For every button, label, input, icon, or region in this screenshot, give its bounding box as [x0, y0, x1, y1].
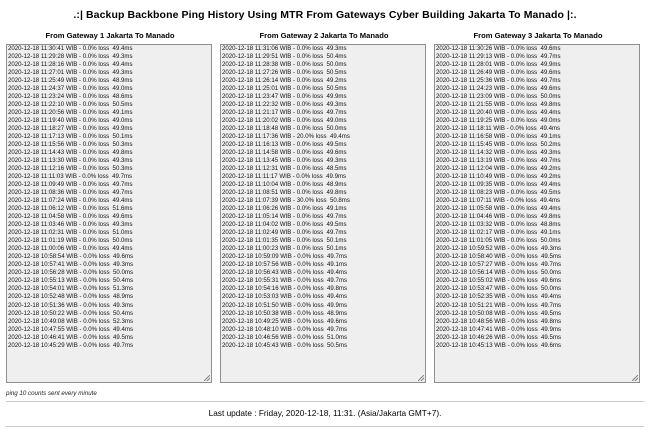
- log-entry: 2020-12-18 10:58:54 WIB - 0.0% loss 49.6ms: [8, 253, 133, 261]
- log-entry: 2020-12-18 10:53:03 WIB - 0.0% loss 49.4ms: [222, 293, 347, 301]
- log-entry: 2020-12-18 11:15:56 WIB - 0.0% loss 50.3ms: [8, 141, 133, 149]
- log-entry: 2020-12-18 11:14:58 WIB - 0.0% loss 49.6ms: [222, 149, 347, 157]
- last-update: Last update : Friday, 2020-12-18, 11:31. (Asia/Jakarta GMT+7).: [208, 408, 442, 418]
- log-entry: 2020-12-18 11:06:26 WIB - 0.0% loss 49.1ms: [222, 205, 347, 213]
- gateway-1-title: From Gateway 1 Jakarta To Manado: [45, 31, 175, 40]
- log-entry: 2020-12-18 11:02:17 WIB - 0.0% loss 49.1ms: [436, 229, 561, 237]
- log-entry: 2020-12-18 11:13:45 WIB - 0.0% loss 49.3ms: [222, 157, 347, 165]
- log-entry: 2020-12-18 11:13:19 WIB - 0.0% loss 49.7ms: [436, 157, 561, 165]
- log-entry: 2020-12-18 11:15:45 WIB - 0.0% loss 50.2ms: [436, 141, 561, 149]
- log-entry: 2020-12-18 10:55:13 WIB - 0.0% loss 50.4ms: [8, 277, 133, 285]
- log-entry: 2020-12-18 11:04:46 WIB - 0.0% loss 49.8ms: [436, 213, 561, 221]
- log-entry: 2020-12-18 10:49:25 WIB - 0.0% loss 49.6ms: [222, 317, 347, 325]
- log-entry: 2020-12-18 10:46:41 WIB - 0.0% loss 49.5ms: [8, 333, 133, 341]
- log-entry: 2020-12-18 11:31:06 WIB - 0.0% loss 49.3ms: [222, 45, 347, 52]
- log-entry: 2020-12-18 10:48:56 WIB - 0.0% loss 49.8ms: [436, 317, 561, 325]
- log-entry: 2020-12-18 11:22:10 WIB - 0.0% loss 50.5ms: [8, 101, 133, 109]
- log-entry: 2020-12-18 11:10:04 WIB - 0.0% loss 48.9ms: [222, 181, 347, 189]
- log-entry: 2020-12-18 10:57:41 WIB - 0.0% loss 49.3ms: [8, 261, 133, 269]
- log-entry: 2020-12-18 10:46:26 WIB - 0.0% loss 49.5ms: [436, 333, 561, 341]
- log-entry: 2020-12-18 11:27:26 WIB - 0.0% loss 50.5ms: [222, 69, 347, 77]
- page-title: .:| Backup Backbone Ping History Using MTR From Gateways Cyber Building Jakarta To Manado |:.: [73, 9, 577, 21]
- log-entry: 2020-12-18 11:11:03 WIB - 0.0% loss 49.7ms: [8, 173, 133, 181]
- log-entry: 2020-12-18 11:03:32 WIB - 0.0% loss 48.8ms: [436, 221, 561, 229]
- log-entry: 2020-12-18 10:45:43 WIB - 0.0% loss 50.5ms: [222, 341, 347, 349]
- log-entry: 2020-12-18 11:11:17 WIB - 0.0% loss 49.9ms: [222, 173, 347, 181]
- log-entry: 2020-12-18 11:25:49 WIB - 0.0% loss 48.9ms: [8, 77, 133, 85]
- log-entry: 2020-12-18 10:56:43 WIB - 0.0% loss 49.4ms: [222, 269, 347, 277]
- log-entry: 2020-12-18 11:08:23 WIB - 0.0% loss 49.5ms: [436, 189, 561, 197]
- log-entry: 2020-12-18 10:53:47 WIB - 0.0% loss 50.0ms: [436, 285, 561, 293]
- log-entry: 2020-12-18 10:52:48 WIB - 0.0% loss 48.9ms: [8, 293, 133, 301]
- gateway-3-title: From Gateway 3 Jakarta To Manado: [473, 31, 603, 40]
- log-entry: 2020-12-18 10:54:01 WIB - 0.0% loss 51.3ms: [8, 285, 133, 293]
- gateway-2-log-textarea[interactable]: [220, 44, 426, 383]
- log-entry: 2020-12-18 10:56:14 WIB - 0.0% loss 50.0ms: [436, 269, 561, 277]
- log-entry: 2020-12-18 10:55:02 WIB - 0.0% loss 49.6ms: [436, 277, 561, 285]
- log-entry: 2020-12-18 11:25:01 WIB - 0.0% loss 50.5ms: [222, 85, 347, 93]
- log-entry: 2020-12-18 11:23:09 WIB - 0.0% loss 50.0ms: [436, 93, 561, 101]
- log-entry: 2020-12-18 10:57:56 WIB - 0.0% loss 49.1ms: [222, 261, 347, 269]
- log-entry: 2020-12-18 11:17:13 WIB - 0.0% loss 50.1ms: [8, 133, 133, 141]
- log-entry: 2020-12-18 10:55:31 WIB - 0.0% loss 49.7ms: [222, 277, 347, 285]
- log-entry: 2020-12-18 11:20:56 WIB - 0.0% loss 49.1ms: [8, 109, 133, 117]
- divider: [6, 401, 644, 402]
- log-entry: 2020-12-18 11:09:49 WIB - 0.0% loss 49.7ms: [8, 181, 133, 189]
- log-entry: 2020-12-18 10:56:28 WIB - 0.0% loss 50.0ms: [8, 269, 133, 277]
- log-entry: 2020-12-18 11:18:11 WIB - 0.0% loss 49.4ms: [436, 125, 561, 133]
- log-entry: 2020-12-18 10:59:09 WIB - 0.0% loss 49.7ms: [222, 253, 347, 261]
- log-entry: 2020-12-18 10:59:52 WIB - 0.0% loss 49.3ms: [436, 245, 561, 253]
- log-entry: 2020-12-18 11:19:25 WIB - 0.0% loss 49.0ms: [436, 117, 561, 125]
- log-entry: 2020-12-18 11:21:17 WIB - 0.0% loss 49.7ms: [222, 109, 347, 117]
- log-entry: 2020-12-18 11:22:32 WIB - 0.0% loss 49.3ms: [222, 101, 347, 109]
- log-entry: 2020-12-18 11:24:37 WIB - 0.0% loss 49.0ms: [8, 85, 133, 93]
- log-entry: 2020-12-18 11:06:12 WIB - 0.0% loss 51.6ms: [8, 205, 133, 213]
- log-entry: 2020-12-18 11:01:05 WIB - 0.0% loss 50.0ms: [436, 237, 561, 245]
- log-entry: 2020-12-18 10:51:50 WIB - 0.0% loss 49.9ms: [222, 301, 347, 309]
- log-entry: 2020-12-18 10:50:22 WIB - 0.0% loss 50.4ms: [8, 309, 133, 317]
- log-entry: 2020-12-18 11:08:36 WIB - 0.0% loss 49.7ms: [8, 189, 133, 197]
- log-entry: 2020-12-18 11:12:04 WIB - 0.0% loss 49.2ms: [436, 165, 561, 173]
- log-entry: 2020-12-18 10:51:21 WIB - 0.0% loss 49.7ms: [436, 301, 561, 309]
- log-entry: 2020-12-18 11:07:39 WIB - 30.0% loss 50.8ms: [222, 197, 350, 205]
- log-entry: 2020-12-18 11:28:38 WIB - 0.0% loss 50.0ms: [222, 61, 347, 69]
- resize-grip-icon[interactable]: [204, 375, 210, 381]
- log-entry: 2020-12-18 10:58:40 WIB - 0.0% loss 49.5ms: [436, 253, 561, 261]
- log-entry: 2020-12-18 11:04:02 WIB - 0.0% loss 49.5ms: [222, 221, 347, 229]
- log-entry: 2020-12-18 10:52:35 WIB - 0.0% loss 49.4ms: [436, 293, 561, 301]
- log-entry: 2020-12-18 11:08:51 WIB - 0.0% loss 49.8ms: [222, 189, 347, 197]
- log-entry: 2020-12-18 11:23:47 WIB - 0.0% loss 49.9ms: [222, 93, 347, 101]
- log-entry: 2020-12-18 11:29:51 WIB - 0.0% loss 50.4ms: [222, 53, 347, 61]
- log-entry: 2020-12-18 10:47:55 WIB - 0.0% loss 49.4ms: [8, 325, 133, 333]
- log-entry: 2020-12-18 11:27:01 WIB - 0.0% loss 49.3ms: [8, 69, 133, 77]
- log-entry: 2020-12-18 11:23:24 WIB - 0.0% loss 48.6ms: [8, 93, 133, 101]
- log-entry: 2020-12-18 10:50:08 WIB - 0.0% loss 49.5ms: [436, 309, 561, 317]
- gateway-1-log-textarea[interactable]: [6, 44, 212, 383]
- log-entry: 2020-12-18 11:16:58 WIB - 0.0% loss 49.1ms: [436, 133, 561, 141]
- log-entry: 2020-12-18 10:49:08 WIB - 0.0% loss 52.3ms: [8, 317, 133, 325]
- log-entry: 2020-12-18 11:28:01 WIB - 0.0% loss 49.9ms: [436, 61, 561, 69]
- log-entry: 2020-12-18 11:25:36 WIB - 0.0% loss 49.7ms: [436, 77, 561, 85]
- log-entry: 2020-12-18 11:30:26 WIB - 0.0% loss 49.6ms: [436, 45, 561, 52]
- log-entry: 2020-12-18 11:20:02 WIB - 0.0% loss 49.0ms: [222, 117, 347, 125]
- log-entry: 2020-12-18 10:54:16 WIB - 0.0% loss 49.8ms: [222, 285, 347, 293]
- log-entry: 2020-12-18 11:00:23 WIB - 0.0% loss 50.1ms: [222, 245, 347, 253]
- log-entry: 2020-12-18 10:45:13 WIB - 0.0% loss 49.6ms: [436, 341, 561, 349]
- log-entry: 2020-12-18 11:21:55 WIB - 0.0% loss 49.8ms: [436, 101, 561, 109]
- log-entry: 2020-12-18 11:29:13 WIB - 0.0% loss 49.7ms: [436, 53, 561, 61]
- log-entry: 2020-12-18 11:03:46 WIB - 0.0% loss 49.3ms: [8, 221, 133, 229]
- log-entry: 2020-12-18 11:19:40 WIB - 0.0% loss 49.0ms: [8, 117, 133, 125]
- log-entry: 2020-12-18 11:16:13 WIB - 0.0% loss 49.5ms: [222, 141, 347, 149]
- log-entry: 2020-12-18 11:12:16 WIB - 0.0% loss 50.3ms: [8, 165, 133, 173]
- log-entry: 2020-12-18 11:20:40 WIB - 0.0% loss 49.4ms: [436, 109, 561, 117]
- log-entry: 2020-12-18 11:26:49 WIB - 0.0% loss 49.6ms: [436, 69, 561, 77]
- log-entry: 2020-12-18 11:05:14 WIB - 0.0% loss 49.7ms: [222, 213, 347, 221]
- log-entry: 2020-12-18 11:01:19 WIB - 0.0% loss 50.0ms: [8, 237, 133, 245]
- ping-note: ping 10 counts sent every minute: [6, 390, 97, 397]
- gateway-3-log-textarea[interactable]: [434, 44, 640, 383]
- divider: [6, 426, 644, 427]
- log-entry: 2020-12-18 11:14:43 WIB - 0.0% loss 49.8ms: [8, 149, 133, 157]
- log-entry: 2020-12-18 11:28:16 WIB - 0.0% loss 49.4ms: [8, 61, 133, 69]
- log-entry: 2020-12-18 11:18:48 WIB - 0.0% loss 50.0ms: [222, 125, 347, 133]
- log-entry: 2020-12-18 10:51:36 WIB - 0.0% loss 49.3ms: [8, 301, 133, 309]
- log-entry: 2020-12-18 11:00:06 WIB - 0.0% loss 49.4ms: [8, 245, 133, 253]
- log-entry: 2020-12-18 11:24:23 WIB - 0.0% loss 49.6ms: [436, 85, 561, 93]
- log-entry: 2020-12-18 11:29:28 WIB - 0.0% loss 49.3ms: [8, 53, 133, 61]
- log-entry: 2020-12-18 10:47:41 WIB - 0.0% loss 49.9ms: [436, 325, 561, 333]
- log-entry: 2020-12-18 10:48:10 WIB - 0.0% loss 49.7ms: [222, 325, 347, 333]
- log-entry: 2020-12-18 10:46:56 WIB - 0.0% loss 51.0ms: [222, 333, 347, 341]
- resize-grip-icon[interactable]: [418, 375, 424, 381]
- log-entry: 2020-12-18 11:10:49 WIB - 0.0% loss 49.2ms: [436, 173, 561, 181]
- log-entry: 2020-12-18 11:30:41 WIB - 0.0% loss 49.4ms: [8, 45, 133, 52]
- resize-grip-icon[interactable]: [632, 375, 638, 381]
- log-entry: 2020-12-18 10:57:27 WIB - 0.0% loss 49.7ms: [436, 261, 561, 269]
- log-entry: 2020-12-18 11:09:35 WIB - 0.0% loss 49.4ms: [436, 181, 561, 189]
- log-entry: 2020-12-18 11:02:49 WIB - 0.0% loss 49.7ms: [222, 229, 347, 237]
- log-entry: 2020-12-18 11:17:36 WIB - 20.0% loss 49.4ms: [222, 133, 350, 141]
- log-entry: 2020-12-18 11:14:32 WIB - 0.0% loss 49.3ms: [436, 149, 561, 157]
- gateway-2-title: From Gateway 2 Jakarta To Manado: [259, 31, 389, 40]
- log-entry: 2020-12-18 10:50:38 WIB - 0.0% loss 48.9ms: [222, 309, 347, 317]
- log-entry: 2020-12-18 11:07:11 WIB - 0.0% loss 49.4ms: [436, 197, 561, 205]
- log-entry: 2020-12-18 11:02:31 WIB - 0.0% loss 51.0ms: [8, 229, 133, 237]
- log-entry: 2020-12-18 11:18:27 WIB - 0.0% loss 49.9ms: [8, 125, 133, 133]
- log-entry: 2020-12-18 10:45:29 WIB - 0.0% loss 49.7ms: [8, 341, 133, 349]
- log-entry: 2020-12-18 11:05:58 WIB - 0.0% loss 49.4ms: [436, 205, 561, 213]
- log-entry: 2020-12-18 11:04:58 WIB - 0.0% loss 49.6ms: [8, 213, 133, 221]
- log-entry: 2020-12-18 11:26:14 WIB - 0.0% loss 49.2ms: [222, 77, 347, 85]
- log-entry: 2020-12-18 11:12:31 WIB - 0.0% loss 48.5ms: [222, 165, 347, 173]
- log-entry: 2020-12-18 11:13:30 WIB - 0.0% loss 49.3ms: [8, 157, 133, 165]
- log-entry: 2020-12-18 11:01:35 WIB - 0.0% loss 50.1ms: [222, 237, 347, 245]
- log-entry: 2020-12-18 11:07:24 WIB - 0.0% loss 49.4ms: [8, 197, 133, 205]
